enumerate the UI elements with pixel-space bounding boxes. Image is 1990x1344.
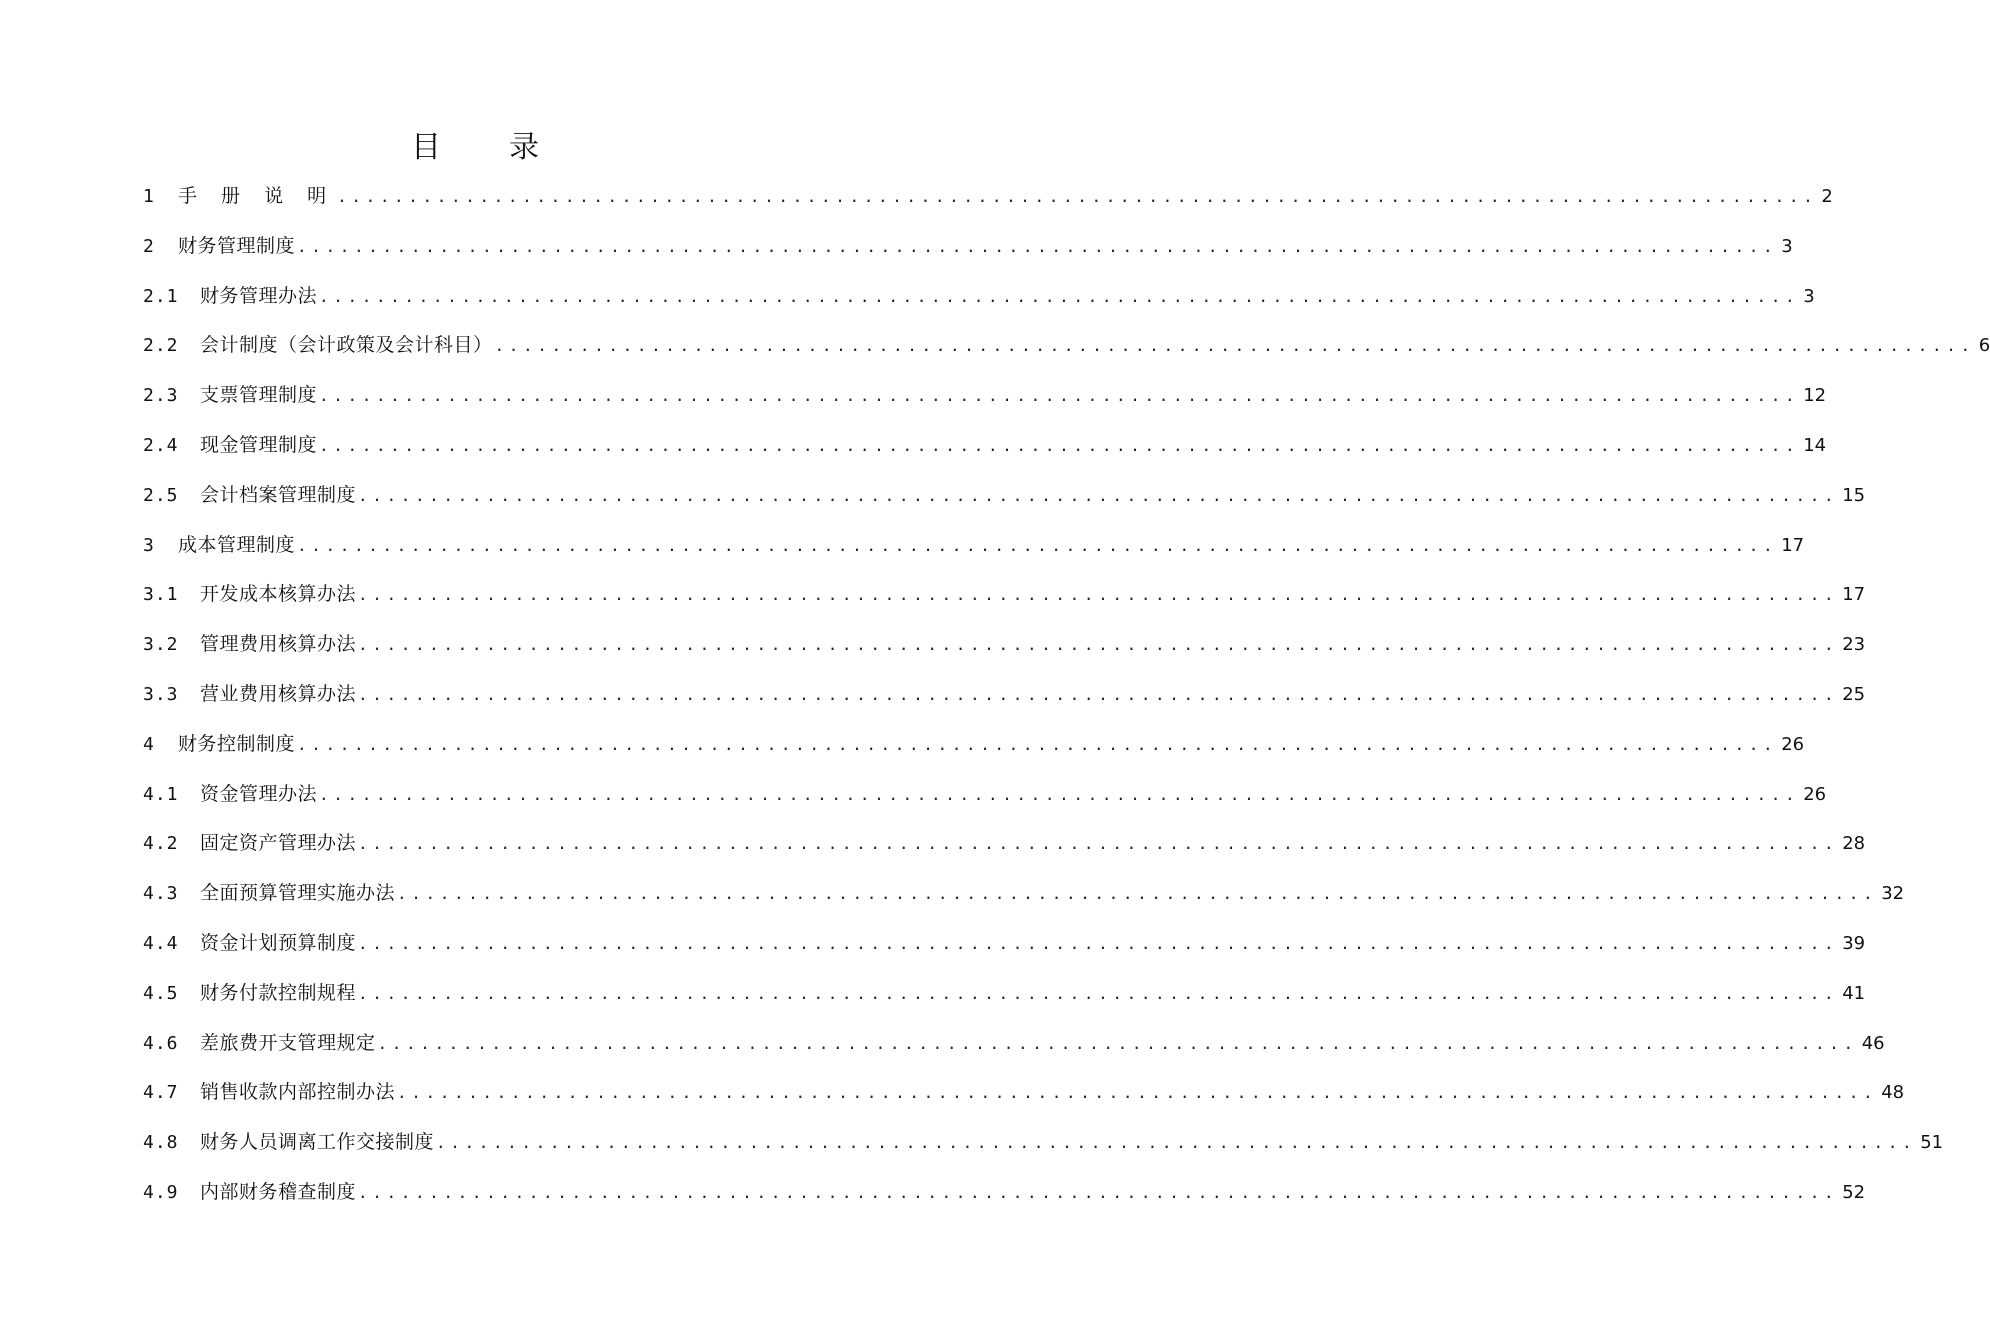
toc-entry-page: 51 — [1920, 1132, 1944, 1154]
toc-leader-dots: ........................................................................................................ — [319, 286, 1800, 306]
toc-entry-page: 17 — [1781, 534, 1805, 556]
toc-leader-dots: ........................................................................................................ — [397, 884, 1878, 904]
toc-entry-title: 资金管理办法 — [200, 782, 318, 805]
toc-leader-dots: ........................................................................................................ — [397, 1083, 1878, 1103]
toc-entry-title: 会计制度（会计政策及会计科目） — [200, 334, 493, 357]
toc-entry-title: 手 册 说 明 — [178, 185, 336, 207]
toc-entry-page: 28 — [1842, 833, 1866, 855]
toc-leader-dots: ........................................................................................................ — [358, 485, 1839, 505]
toc-entry[interactable] — [143, 1118, 1944, 1168]
toc-leader-dots: ........................................................................................................ — [377, 1033, 1858, 1053]
toc-entry-title: 销售收款内部控制办法 — [200, 1081, 396, 1104]
toc-entry-number: 2.2 — [143, 335, 179, 357]
toc-entry[interactable] — [143, 1019, 1885, 1069]
toc-entry-number: 2.5 — [143, 484, 179, 506]
toc-entry-number: 3 — [143, 534, 155, 556]
toc-entry[interactable] — [143, 720, 1805, 770]
toc-entry-page: 3 — [1781, 235, 1793, 257]
toc-entry[interactable] — [143, 521, 1805, 571]
toc-entry-number: 4.6 — [143, 1032, 179, 1054]
toc-entry[interactable] — [143, 471, 1866, 521]
toc-entry-title: 财务付款控制规程 — [200, 981, 357, 1004]
toc-leader-dots: ........................................................................................................ — [358, 585, 1839, 605]
toc-leader-dots: ........................................................................................................ — [358, 684, 1839, 704]
toc-leader-dots: ........................................................................................................ — [358, 933, 1839, 953]
toc-entry-title: 开发成本核算办法 — [200, 583, 357, 606]
toc-entry-title: 财务管理制度 — [178, 234, 296, 257]
toc-leader-dots: ........................................................................................................ — [297, 535, 1778, 555]
toc-entry-title: 财务控制制度 — [178, 732, 296, 755]
toc-entry-page: 48 — [1881, 1082, 1905, 1104]
toc-leader-dots: ........................................................................................................ — [436, 1133, 1917, 1153]
toc-title-part2: 录 — [509, 130, 539, 165]
toc-entry-page: 52 — [1842, 1181, 1866, 1203]
toc-entry[interactable] — [143, 819, 1866, 869]
toc-entry[interactable] — [143, 272, 1815, 322]
toc-entry-page: 14 — [1803, 434, 1827, 456]
toc-entry-number: 4.3 — [143, 883, 179, 905]
toc-title-part1: 目 — [411, 130, 441, 165]
toc-entry[interactable] — [143, 670, 1866, 720]
toc-entry[interactable] — [143, 869, 1905, 919]
toc-entry-number: 1 — [143, 186, 155, 207]
toc-leader-dots: ........................................................................................................ — [358, 635, 1839, 655]
toc-leader-dots: ........................................................................................................ — [319, 784, 1800, 804]
toc-leader-dots: ........................................................................................................ — [297, 734, 1778, 754]
toc-entry-page: 46 — [1861, 1032, 1885, 1054]
toc-entry-number: 2.4 — [143, 434, 179, 456]
toc-entry-title: 管理费用核算办法 — [200, 633, 357, 656]
toc-entry-title: 成本管理制度 — [178, 533, 296, 556]
toc-entry[interactable] — [143, 172, 1833, 222]
toc-entry-page: 41 — [1842, 982, 1866, 1004]
toc-entry[interactable] — [143, 321, 1990, 371]
toc-leader-dots: ........................................................................................................ — [297, 236, 1778, 256]
toc-entry-number: 2.1 — [143, 285, 179, 307]
toc-entry-number: 3.1 — [143, 584, 179, 606]
toc-entry-number: 3.3 — [143, 683, 179, 705]
toc-entry-number: 4.8 — [143, 1132, 179, 1154]
toc-entry-title: 营业费用核算办法 — [200, 682, 357, 705]
toc-leader-dots: ........................................................................................................ — [337, 187, 1818, 206]
toc-entry[interactable] — [143, 421, 1827, 471]
toc-entry[interactable] — [143, 1068, 1905, 1118]
toc-entry-title: 全面预算管理实施办法 — [200, 882, 396, 905]
toc-entry-title: 内部财务稽查制度 — [200, 1180, 357, 1203]
toc-entry-title: 会计档案管理制度 — [200, 483, 357, 506]
toc-entry-page: 23 — [1842, 634, 1866, 656]
toc-entry[interactable] — [143, 1168, 1866, 1218]
toc-entry-number: 4.2 — [143, 833, 179, 855]
toc-list — [143, 172, 1990, 1218]
toc-entry-title: 支票管理制度 — [200, 384, 318, 407]
toc-entry-page: 12 — [1803, 385, 1827, 407]
toc-entry-number: 3.2 — [143, 634, 179, 656]
toc-entry-page: 3 — [1803, 285, 1815, 307]
toc-entry-page: 6 — [1978, 335, 1990, 357]
toc-entry[interactable] — [143, 620, 1866, 670]
toc-entry-number: 2.3 — [143, 385, 179, 407]
toc-entry-number: 4.4 — [143, 932, 179, 954]
toc-entry[interactable] — [143, 969, 1866, 1019]
toc-entry-page: 15 — [1842, 484, 1866, 506]
toc-entry-number: 4.1 — [143, 783, 179, 805]
toc-entry-number: 4.5 — [143, 982, 179, 1004]
toc-entry-title: 固定资产管理办法 — [200, 832, 357, 855]
toc-entry-title: 财务管理办法 — [200, 284, 318, 307]
toc-title — [0, 126, 950, 170]
toc-entry-number: 2 — [143, 235, 155, 257]
toc-entry-page: 39 — [1842, 932, 1866, 954]
toc-entry-page: 2 — [1821, 186, 1833, 207]
toc-entry-page: 17 — [1842, 584, 1866, 606]
toc-entry[interactable] — [143, 770, 1827, 820]
toc-entry-title: 差旅费开支管理规定 — [200, 1031, 376, 1054]
toc-leader-dots: ........................................................................................................ — [319, 435, 1800, 455]
toc-entry-number: 4.7 — [143, 1082, 179, 1104]
toc-entry[interactable] — [143, 919, 1866, 969]
toc-leader-dots: ........................................................................................................ — [358, 1182, 1839, 1202]
toc-entry-page: 25 — [1842, 683, 1866, 705]
toc-entry[interactable] — [143, 222, 1793, 272]
toc-leader-dots: ........................................................................................................ — [319, 386, 1800, 406]
toc-leader-dots: ........................................................................................................ — [494, 336, 1975, 356]
toc-entry-page: 26 — [1781, 733, 1805, 755]
toc-entry-title: 现金管理制度 — [200, 433, 318, 456]
toc-entry-number: 4.9 — [143, 1181, 179, 1203]
toc-entry-page: 32 — [1881, 883, 1905, 905]
toc-leader-dots: ........................................................................................................ — [358, 834, 1839, 854]
toc-entry[interactable] — [143, 371, 1827, 421]
toc-entry-title: 资金计划预算制度 — [200, 931, 357, 954]
toc-leader-dots: ........................................................................................................ — [358, 983, 1839, 1003]
toc-entry-title: 财务人员调离工作交接制度 — [200, 1131, 435, 1154]
toc-entry-number: 4 — [143, 733, 155, 755]
toc-entry-page: 26 — [1803, 783, 1827, 805]
toc-entry[interactable] — [143, 570, 1866, 620]
